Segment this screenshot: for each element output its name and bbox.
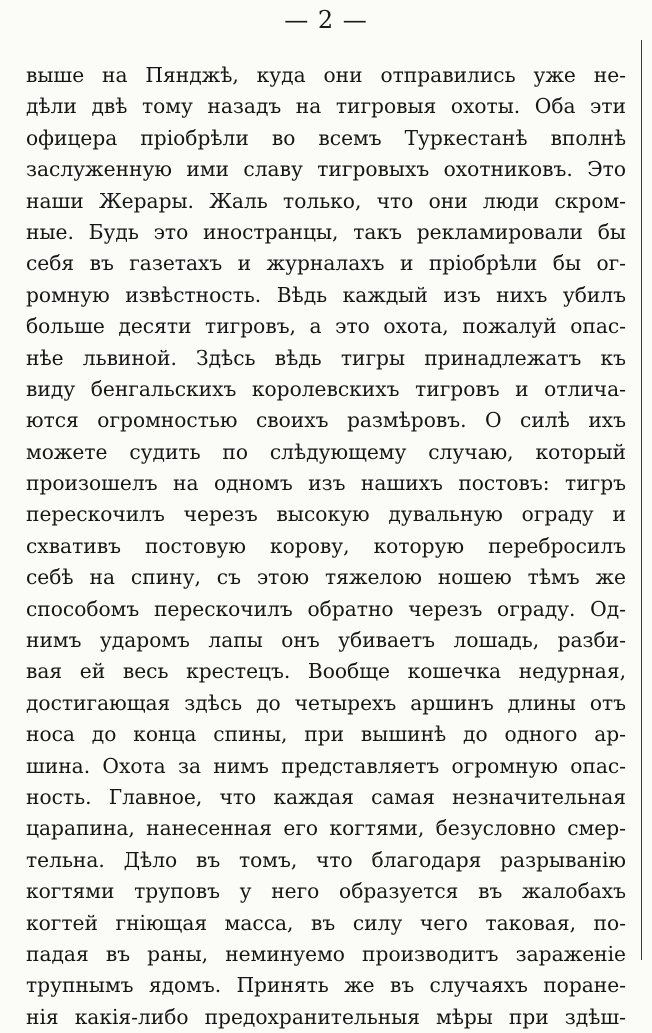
text-line: падая въ раны, неминуемо производитъ зараженіе — [26, 941, 626, 966]
text-line: вая ей весь крестецъ. Вообще кошечка недурная, — [26, 659, 626, 684]
text-line: нимъ ударомъ лапы онъ убиваетъ лошадь, разби- — [26, 628, 626, 653]
body-text — [26, 60, 626, 1033]
text-line: способомъ перескочилъ обратно черезъ ограду. Од- — [26, 596, 626, 621]
text-line: дѣли двѣ тому назадъ на тигровыя охоты. Оба эти — [26, 94, 626, 119]
text-line: нія какія-либо предохранительныя мѣры при здѣш- — [26, 1004, 626, 1029]
text-line: носа до конца спины, при вышинѣ до одного ар- — [26, 722, 626, 747]
text-line: ются огромностью своихъ размѣровъ. О силѣ ихъ — [26, 408, 626, 433]
text-line: заслуженную ими славу тигровыхъ охотниковъ. Это — [26, 157, 626, 182]
text-line: ность. Главное, что каждая самая незначительная — [26, 784, 626, 809]
text-line: когтей гніющая масса, въ силу чего таковая, по- — [26, 910, 626, 935]
page-edge-rule — [641, 40, 642, 960]
text-line: офицера пріобрѣли во всемъ Туркестанѣ вполнѣ — [26, 125, 626, 150]
text-line: выше на Пянджѣ, куда они отправились уже не- — [26, 63, 626, 87]
text-line: когтями труповъ у него образуется въ жалобахъ — [26, 879, 626, 904]
page-number: — 2 — — [284, 6, 368, 34]
text-line: произошелъ на одномъ изъ нашихъ постовъ: тигръ — [26, 471, 626, 496]
text-line: ромную извѣстность. Вѣдь каждый изъ нихъ убилъ — [26, 282, 626, 307]
text-line: трупнымъ ядомъ. Принять же въ случаяхъ поране- — [26, 973, 626, 998]
text-line: достигающая здѣсь до четырехъ аршинъ длины отъ — [26, 690, 626, 715]
text-line: тельна. Дѣло въ томъ, что благодаря разрыванію — [26, 847, 626, 872]
text-line: себя въ газетахъ и журналахъ и пріобрѣли бы ог- — [26, 251, 626, 276]
text-line: наши Жерары. Жаль только, что они люди скром- — [26, 188, 626, 213]
text-line: нѣе львиной. Здѣсь вѣдь тигры принадлежатъ къ — [26, 345, 626, 370]
text-line: больше десяти тигровъ, а это охота, пожалуй опас- — [26, 314, 626, 339]
text-line: ные. Будь это иностранцы, такъ рекламировали бы — [26, 219, 626, 244]
text-line: царапина, нанесенная его когтями, безусловно смер- — [26, 816, 626, 841]
text-line: себѣ на спину, съ этою тяжелою ношею тѣмъ же — [26, 565, 626, 590]
text-line: перескочилъ черезъ высокую дувальную ограду и — [26, 502, 626, 527]
text-line: можете судить по слѣдующему случаю, который — [26, 439, 626, 464]
text-line: шина. Охота за нимъ представляетъ огромную опас- — [26, 753, 626, 778]
text-line: виду бенгальскихъ королевскихъ тигровъ и отлича- — [26, 376, 626, 401]
text-line: схвативъ постовую корову, которую перебросилъ — [26, 533, 626, 558]
